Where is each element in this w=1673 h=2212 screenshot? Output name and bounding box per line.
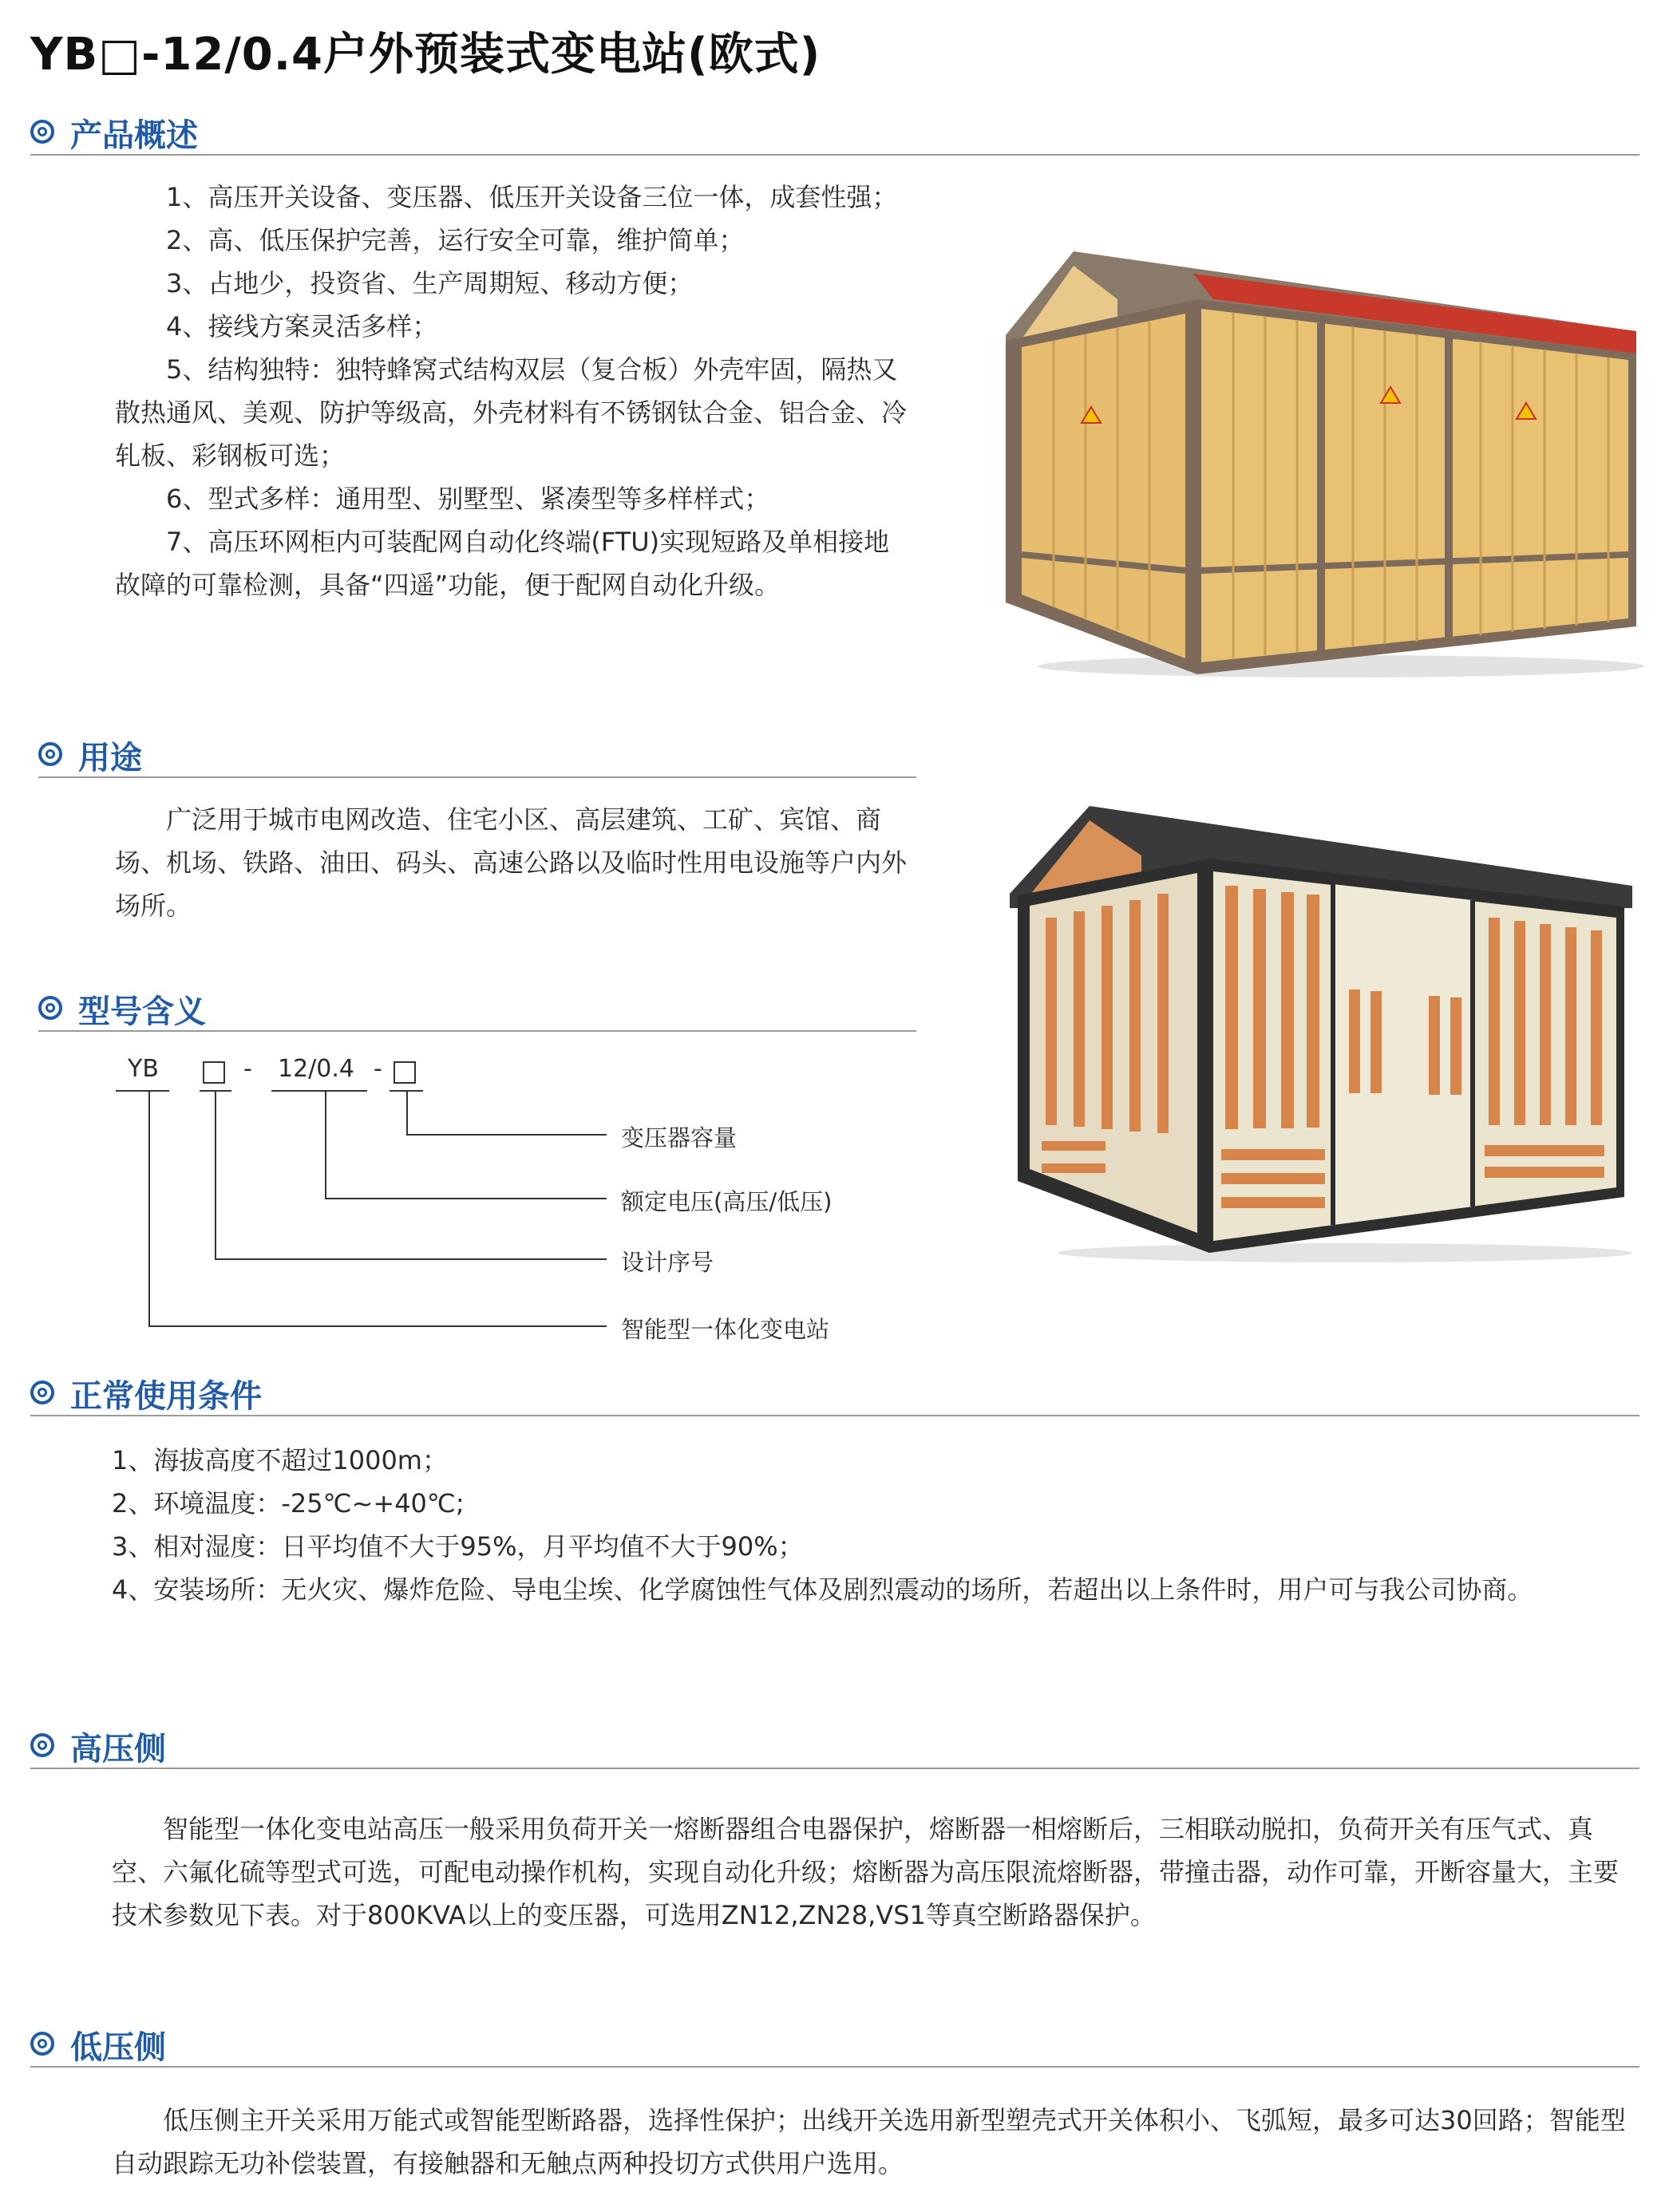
section-low-voltage-heading: 低压侧 <box>30 2022 1639 2067</box>
model-code-diagram <box>0 0 878 1357</box>
conditions-item: 1、海拔高度不超过1000m； <box>112 1445 448 1475</box>
model-code-dash: - <box>374 1055 382 1083</box>
section-bullet-icon <box>30 2032 54 2056</box>
low-voltage-text: 低压侧主开关采用万能式或智能型断路器，选择性保护；出线开关选用新型塑壳式开关体积小、飞弧短，最多可达30回路；智能型自动跟踪无功补偿装置，有接触器和无触点两种投切方式供用户选用。 <box>112 2105 1626 2178</box>
model-code-dash: - <box>243 1055 252 1083</box>
overview-item: 5、结构独特：独特蜂窝式结构双层（复合板）外壳牢固，隔热又散热通风、美观、防护等级高，外壳材料有不锈钢钛合金、铝合金、冷轧板、彩钢板可选； <box>115 354 908 471</box>
section-divider <box>30 1768 1639 1769</box>
model-label-voltage: 额定电压(高压/低压) <box>621 1188 833 1215</box>
section-usage-heading: 用途 <box>38 733 916 777</box>
overview-item: 7、高压环网柜内可装配网自动化终端(FTU)实现短路及单相接地故障的可靠检测，具备“四遥”功能，便于配网自动化升级。 <box>115 527 890 600</box>
section-high-voltage-heading: 高压侧 <box>30 1724 1639 1768</box>
page-title: YB□-12/0.4户外预装式变电站(欧式) <box>30 29 821 81</box>
section-overview-heading: 产品概述 <box>30 110 1627 155</box>
overview-item: 4、接线方案灵活多样； <box>166 311 438 342</box>
overview-item: 2、高、低压保护完善，运行安全可靠，维护简单； <box>166 225 745 255</box>
conditions-item: 3、相对湿度：日平均值不大于95%，月平均值不大于90%； <box>112 1531 804 1562</box>
section-divider <box>30 1415 1639 1416</box>
conditions-list <box>112 1439 1640 1611</box>
conditions-item: 2、环境温度：-25℃~+40℃; <box>112 1488 465 1519</box>
model-label-design-serial: 设计序号 <box>621 1249 714 1276</box>
product-image-cream-substation <box>1010 806 1640 1269</box>
section-model-heading: 型号含义 <box>38 986 916 1031</box>
section-bullet-icon <box>30 1381 54 1404</box>
model-label-type: 智能型一体化变电站 <box>621 1316 830 1343</box>
model-code-prefix: YB <box>128 1055 159 1083</box>
conditions-item: 4、安装场所：无火灾、爆炸危险、导电尘埃、化学腐蚀性气体及剧烈震动的场所，若超出以上条件时，用户可与我公司协商。 <box>112 1574 1533 1605</box>
section-conditions-heading: 正常使用条件 <box>30 1371 1639 1416</box>
section-divider <box>30 2066 1639 2068</box>
model-label-capacity: 变压器容量 <box>621 1124 738 1151</box>
overview-item: 3、占地少，投资省、生产周期短、移动方便； <box>166 268 694 298</box>
overview-item: 6、型式多样：通用型、别墅型、紧凑型等多样样式； <box>166 484 770 514</box>
usage-text: 广泛用于城市电网改造、住宅小区、高层建筑、工矿、宾馆、商场、机场、铁路、油田、码头、高速公路以及临时性用电设施等户内外场所。 <box>115 804 908 921</box>
model-code-voltage: 12/0.4 <box>278 1055 354 1083</box>
high-voltage-text: 智能型一体化变电站高压一般采用负荷开关一熔断器组合电器保护，熔断器一相熔断后，三相联动脱扣，负荷开关有压气式、真空、六氟化硫等型式可选，可配电动操作机构，实现自动化升级；熔断器为高压限流熔断器，带撞击器，动作可靠，开断容量大，主要技术参数见下表。对于800KVA以上的变压器，可选用ZN12,ZN28,VS1等真空断路器保护。 <box>112 1814 1620 1930</box>
section-bullet-icon <box>30 1733 54 1757</box>
product-image-wood-substation <box>1006 251 1644 682</box>
overview-item: 1、高压开关设备、变压器、低压开关设备三位一体，成套性强； <box>166 182 898 212</box>
